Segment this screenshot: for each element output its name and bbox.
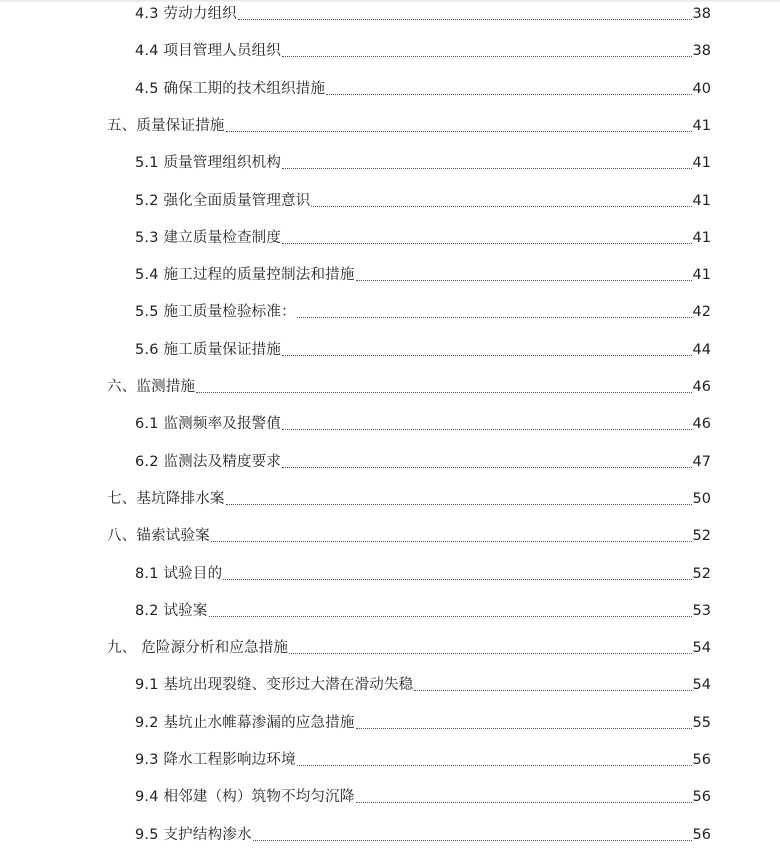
toc-entry-title: 五、质量保证措施 [107, 117, 225, 134]
toc-page-number: 56 [692, 789, 711, 806]
toc-dot-leader [356, 801, 692, 803]
toc-entry-title: 5.3 建立质量检查制度 [135, 229, 282, 246]
toc-page-number: 42 [692, 304, 711, 321]
toc-dot-leader [297, 764, 692, 766]
toc-page-number: 38 [692, 6, 711, 22]
toc-dot-leader [223, 578, 691, 580]
toc-dot-leader [289, 652, 691, 654]
toc-entry-title: 9.4 相邻建（构）筑物不均匀沉降 [135, 789, 355, 806]
toc-dot-leader [356, 727, 692, 729]
toc-page-number: 55 [692, 714, 711, 731]
toc-entry-title: 6.1 监测频率及报警值 [135, 416, 282, 433]
toc-section-entry[interactable] [135, 451, 711, 473]
toc-section-entry[interactable] [135, 3, 711, 25]
toc-section-entry[interactable] [135, 600, 711, 622]
toc-page-number: 52 [692, 565, 711, 582]
toc-dot-leader [282, 55, 691, 57]
toc-dot-leader [238, 18, 692, 20]
toc-entry-title: 七、基坑降排水案 [107, 490, 225, 507]
toc-page-number: 38 [692, 43, 711, 60]
toc-dot-leader [414, 689, 691, 691]
toc-entry-title: 5.5 施工质量检验标准： [135, 304, 296, 321]
toc-entry-title: 8.1 试验目的 [135, 565, 223, 582]
toc-entry-title: 4.4 项目管理人员组织 [135, 43, 282, 60]
toc-section-entry[interactable] [135, 824, 711, 846]
toc-page-number: 56 [692, 826, 711, 843]
toc-entry-title: 5.6 施工质量保证措施 [135, 341, 282, 358]
toc-dot-leader [282, 242, 691, 244]
toc-section-entry[interactable] [135, 339, 711, 361]
toc-section-entry[interactable] [135, 563, 711, 585]
toc-section-entry[interactable] [135, 190, 711, 212]
toc-chapter-entry[interactable] [107, 115, 711, 137]
toc-entry-title: 5.1 质量管理组织机构 [135, 155, 282, 172]
toc-entry-title: 六、监测措施 [107, 379, 196, 395]
toc-section-entry[interactable] [135, 674, 711, 696]
toc-entry-title: 4.3 劳动力组织 [135, 6, 237, 22]
toc-dot-leader [209, 615, 692, 617]
toc-entry-title: 9.1 基坑出现裂缝、变形过大潜在滑动失稳 [135, 677, 414, 694]
toc-dot-leader [282, 167, 691, 169]
toc-chapter-entry[interactable] [107, 488, 711, 510]
toc-page-number: 52 [692, 528, 711, 545]
toc-dot-leader [282, 354, 691, 356]
toc-section-entry[interactable] [135, 413, 711, 435]
toc-page-number: 41 [692, 267, 711, 284]
toc-entry-title: 九、 危险源分析和应急措施 [107, 640, 289, 657]
toc-page-number: 53 [692, 602, 711, 619]
toc-entry-title: 9.3 降水工程影响边环境 [135, 752, 296, 768]
toc-entry-title: 6.2 监测法及精度要求 [135, 453, 282, 470]
toc-section-entry[interactable] [135, 264, 711, 286]
toc-entry-title: 9.2 基坑止水帷幕渗漏的应急措施 [135, 714, 355, 731]
toc-chapter-entry[interactable] [107, 525, 711, 547]
toc-page-number: 47 [692, 453, 711, 470]
toc-entry-title: 8.2 试验案 [135, 602, 208, 619]
toc-section-entry[interactable] [135, 749, 711, 771]
toc-page-number: 40 [692, 80, 711, 97]
toc-chapter-entry[interactable] [107, 376, 711, 398]
toc-chapter-entry[interactable] [107, 637, 711, 659]
toc-page-number: 44 [692, 341, 711, 358]
toc-page-number: 41 [692, 155, 711, 172]
toc-entry-title: 5.2 强化全面质量管理意识 [135, 192, 311, 209]
toc-entry-title: 八、锚索试验案 [107, 528, 210, 545]
toc-entry-title: 9.5 支护结构渗水 [135, 826, 252, 843]
toc-section-entry[interactable] [135, 152, 711, 174]
toc-dot-leader [311, 205, 691, 207]
toc-entry-title: 5.4 施工过程的质量控制法和措施 [135, 267, 355, 284]
toc-dot-leader [356, 279, 692, 281]
toc-section-entry[interactable] [135, 227, 711, 249]
toc-dot-leader [226, 503, 692, 505]
toc-dot-leader [226, 130, 692, 132]
toc-dot-leader [196, 391, 691, 393]
toc-dot-leader [326, 93, 691, 95]
toc-page-number: 46 [692, 416, 711, 433]
toc-page-number: 46 [692, 379, 711, 395]
toc-dot-leader [282, 466, 691, 468]
toc-section-entry[interactable] [135, 786, 711, 808]
toc-section-entry[interactable] [135, 712, 711, 734]
toc-entry-title: 4.5 确保工期的技术组织措施 [135, 80, 326, 97]
toc-page-number: 56 [692, 752, 711, 768]
toc-dot-leader [211, 540, 692, 542]
toc-page-number: 50 [692, 490, 711, 507]
toc-page-number: 41 [692, 117, 711, 134]
toc-section-entry[interactable] [135, 40, 711, 62]
toc-dot-leader [282, 428, 691, 430]
toc-page-number: 41 [692, 192, 711, 209]
toc-page-number: 54 [692, 640, 711, 657]
toc-dot-leader [253, 839, 692, 841]
toc-dot-leader [297, 316, 692, 318]
toc-page-number: 41 [692, 229, 711, 246]
toc-page-number: 54 [692, 677, 711, 694]
toc-section-entry[interactable] [135, 301, 711, 323]
toc-section-entry[interactable] [135, 78, 711, 100]
